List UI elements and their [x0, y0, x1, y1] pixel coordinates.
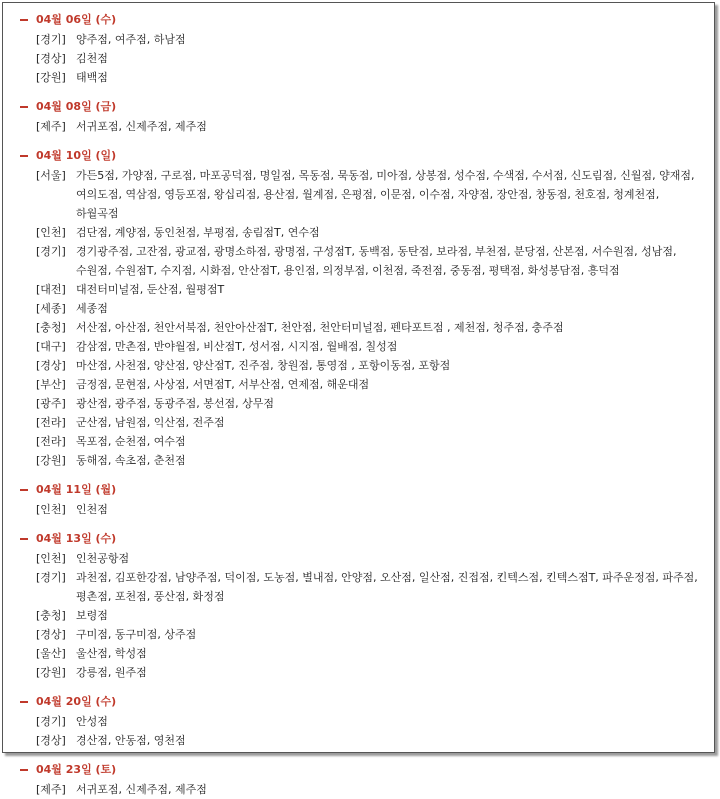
store-list: 경산점, 안동점, 영천점: [76, 734, 186, 747]
region-label: [강원]: [36, 666, 66, 679]
region-label: [인천]: [36, 552, 66, 565]
date-heading: [20, 97, 714, 116]
dash-bullet-icon: [20, 106, 28, 108]
region-label: [대전]: [36, 283, 66, 296]
store-list: 세종점: [76, 302, 108, 315]
region-label: [인천]: [36, 226, 66, 239]
region-row: [20, 568, 714, 606]
region-row: [20, 731, 714, 750]
region-rows: [20, 712, 714, 750]
store-list: 안성점: [76, 715, 108, 728]
date-heading: [20, 529, 714, 548]
region-label: [경상]: [36, 628, 66, 641]
date-heading: [20, 146, 714, 165]
store-list: 서귀포점, 신제주점, 제주점: [76, 120, 207, 133]
region-row: [20, 337, 714, 356]
region-label: [경상]: [36, 359, 66, 372]
region-label: [강원]: [36, 71, 66, 84]
dash-bullet-icon: [20, 19, 28, 21]
store-list: 양주점, 여주점, 하남점: [76, 33, 186, 46]
region-label: [강원]: [36, 454, 66, 467]
store-list: 강릉점, 원주점: [76, 666, 147, 679]
region-row: [20, 318, 714, 337]
store-list: 구미점, 동구미점, 상주점: [76, 628, 197, 641]
date-section: [20, 146, 714, 470]
region-row: [20, 49, 714, 68]
region-label: [경기]: [36, 715, 66, 728]
region-label: [세종]: [36, 302, 66, 315]
region-label: [제주]: [36, 120, 66, 133]
region-row: [20, 625, 714, 644]
region-row: [20, 375, 714, 394]
region-label: [전라]: [36, 435, 66, 448]
region-label: [충청]: [36, 321, 66, 334]
dash-bullet-icon: [20, 701, 28, 703]
store-list: 검단점, 계양점, 동인천점, 부평점, 송림점T, 연수점: [76, 226, 320, 239]
date-section: [20, 10, 714, 87]
date-label: 04월 08일 (금): [36, 100, 117, 113]
date-label: 04월 23일 (토): [36, 763, 117, 776]
region-row: [20, 117, 714, 136]
dash-bullet-icon: [20, 769, 28, 771]
region-label: [충청]: [36, 609, 66, 622]
region-row: [20, 780, 714, 799]
store-list: 김천점: [76, 52, 108, 65]
date-section: [20, 480, 714, 519]
dash-bullet-icon: [20, 489, 28, 491]
store-list: 울산점, 학성점: [76, 647, 147, 660]
date-heading: [20, 692, 714, 711]
store-list: 과천점, 김포한강점, 남양주점, 덕이점, 도농점, 별내점, 안양점, 오산점, 일산점, 진접점, 킨텍스점, 킨텍스점T, 파주운정점, 파주점, 평촌점, 포천점, 풍산점, 화정점: [76, 571, 698, 603]
date-section: [20, 529, 714, 682]
store-list: 인천점: [76, 503, 108, 516]
store-list: 금정점, 문현점, 사상점, 서면점T, 서부산점, 연제점, 해운대점: [76, 378, 370, 391]
region-row: [20, 644, 714, 663]
region-row: [20, 712, 714, 731]
store-list: 군산점, 남원점, 익산점, 전주점: [76, 416, 225, 429]
store-list: 목포점, 순천점, 여수점: [76, 435, 186, 448]
store-list: 동해점, 속초점, 춘천점: [76, 454, 186, 467]
region-row: [20, 166, 714, 223]
region-label: [서울]: [36, 169, 66, 182]
date-label: 04월 11일 (월): [36, 483, 117, 496]
region-row: [20, 280, 714, 299]
store-list: 서산점, 아산점, 천안서북점, 천안아산점T, 천안점, 천안터미널점, 펜타포트점 , 제천점, 청주점, 충주점: [76, 321, 564, 334]
date-section: [20, 760, 714, 799]
region-row: [20, 500, 714, 519]
store-list: 태백점: [76, 71, 108, 84]
dash-bullet-icon: [20, 155, 28, 157]
store-list: 인천공항점: [76, 552, 130, 565]
region-row: [20, 663, 714, 682]
region-label: [부산]: [36, 378, 66, 391]
region-row: [20, 242, 714, 280]
region-row: [20, 68, 714, 87]
region-label: [경기]: [36, 33, 66, 46]
region-rows: [20, 780, 714, 799]
region-row: [20, 413, 714, 432]
region-label: [경기]: [36, 571, 66, 584]
store-list: 서귀포점, 신제주점, 제주점: [76, 783, 207, 796]
region-row: [20, 394, 714, 413]
store-list: 보령점: [76, 609, 108, 622]
store-list: 광산점, 광주점, 동광주점, 봉선점, 상무점: [76, 397, 274, 410]
region-label: [울산]: [36, 647, 66, 660]
region-row: [20, 606, 714, 625]
region-rows: [20, 549, 714, 682]
date-label: 04월 06일 (수): [36, 13, 117, 26]
region-label: [대구]: [36, 340, 66, 353]
region-label: [인천]: [36, 503, 66, 516]
region-rows: [20, 500, 714, 519]
region-row: [20, 432, 714, 451]
date-label: 04월 13일 (수): [36, 532, 117, 545]
store-list: 경기광주점, 고잔점, 광교점, 광명소하점, 광명점, 구성점T, 동백점, 동탄점, 보라점, 부천점, 분당점, 산본점, 서수원점, 성남점, 수원점, 수원점T, 수지점, 시화점, 안산점T, 용인점, 의정부점, 이천점, 죽전점, 중동점, 평택점, 화성봉담점, 흥덕점: [76, 245, 677, 277]
region-label: [경상]: [36, 734, 66, 747]
region-row: [20, 549, 714, 568]
region-rows: [20, 166, 714, 470]
region-rows: [20, 117, 714, 136]
region-label: [경상]: [36, 52, 66, 65]
region-rows: [20, 30, 714, 87]
schedule-panel: [2, 2, 715, 796]
schedule-list: [3, 3, 714, 799]
date-heading: [20, 480, 714, 499]
date-section: [20, 97, 714, 136]
date-label: 04월 20일 (수): [36, 695, 117, 708]
region-row: [20, 299, 714, 318]
date-heading: [20, 760, 714, 779]
region-row: [20, 30, 714, 49]
date-section: [20, 692, 714, 750]
region-label: [전라]: [36, 416, 66, 429]
dash-bullet-icon: [20, 538, 28, 540]
region-row: [20, 223, 714, 242]
date-heading: [20, 10, 714, 29]
region-label: [경기]: [36, 245, 66, 258]
store-list: 대전터미널점, 둔산점, 월평점T: [76, 283, 225, 296]
store-list: 감삼점, 만촌점, 반야월점, 비산점T, 성서점, 시지점, 월배점, 칠성점: [76, 340, 398, 353]
store-list: 가든5점, 가양점, 구로점, 마포공덕점, 명일점, 목동점, 묵동점, 미아점, 상봉점, 성수점, 수색점, 수서점, 신도림점, 신월점, 양재점, 여의도점, 역삼점, 영등포점, 왕십리점, 용산점, 월계점, 은평점, 이문점, 이수점, 자양점, 장안점, 창동점, 천호점, 청계천점, 하월곡점: [76, 169, 695, 220]
region-row: [20, 451, 714, 470]
store-list: 마산점, 사천점, 양산점, 양산점T, 진주점, 창원점, 통영점 , 포항이동점, 포항점: [76, 359, 451, 372]
region-row: [20, 356, 714, 375]
region-label: [광주]: [36, 397, 66, 410]
date-label: 04월 10일 (일): [36, 149, 117, 162]
region-label: [제주]: [36, 783, 66, 796]
